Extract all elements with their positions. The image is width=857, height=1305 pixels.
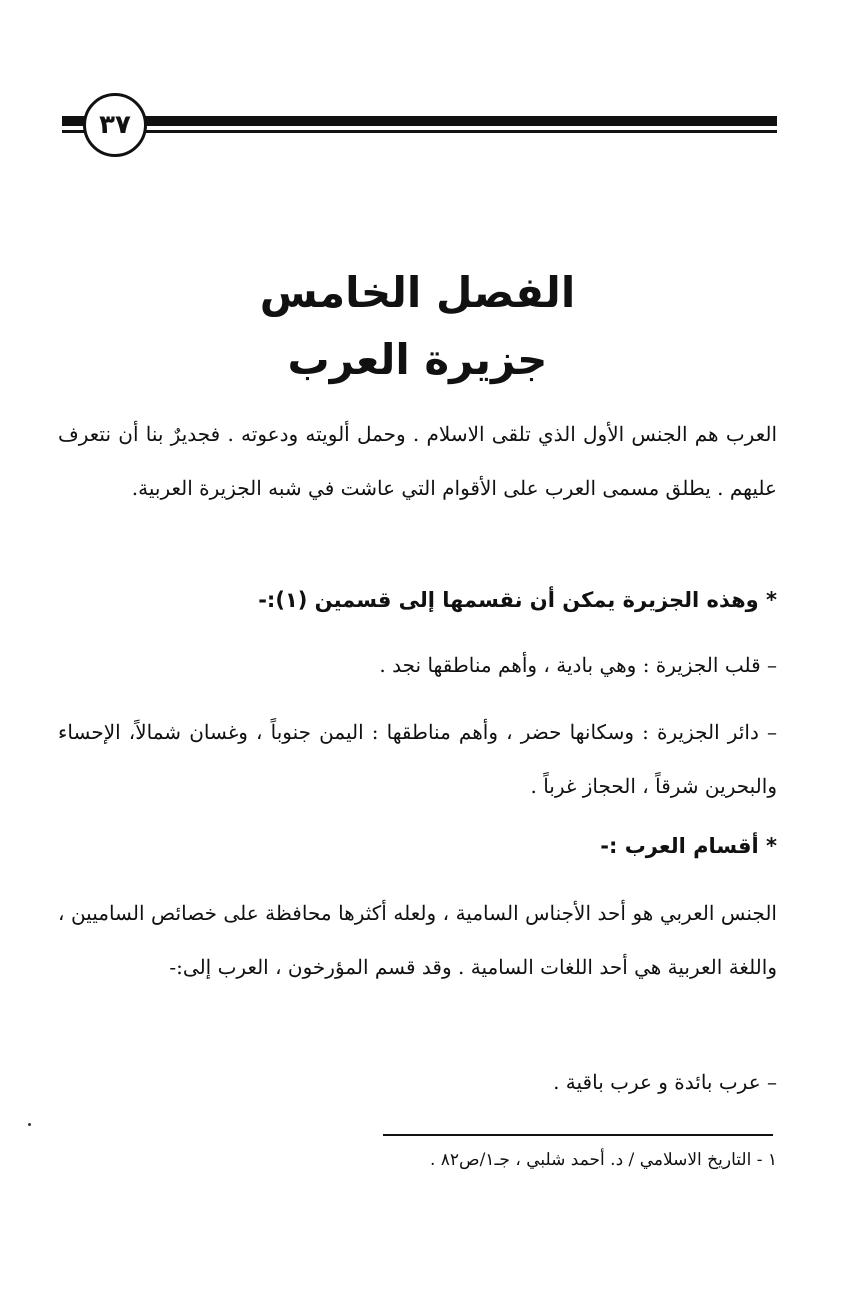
scan-speck [28,1123,31,1126]
list-item-heart: – قلب الجزيرة : وهي بادية ، وأهم مناطقها نجد . [379,653,777,677]
header-rule-thin-line [62,130,777,133]
divisions-heading: * وهذه الجزيرة يمكن أن نقسمها إلى قسمين (١):- [258,588,777,612]
header-rule-thick-line [62,116,777,126]
footnote: ١ - التاريخ الاسلامي / د. أحمد شلبي ، جـ١/ص٨٢ . [429,1150,777,1170]
list-item-periphery: – دائر الجزيرة : وسكانها حضر ، وأهم مناطقها : اليمن جنوباً ، وغسان شمالاً، الإحساء والبحرين شرقاً ، الحجاز غرباً . [58,720,777,798]
section-title: جزيرة العرب [287,335,548,384]
list-item-arab-types: – عرب بائدة و عرب باقية . [553,1070,777,1094]
footnote-separator [383,1134,773,1136]
intro-paragraph: العرب هم الجنس الأول الذي تلقى الاسلام . وحمل ألويته ودعوته . فجديرٌ بنا أن نتعرف عليهم . يطلق مسمى العرب على الأقوام التي عاشت في شبه الجزيرة العربية. [58,422,777,500]
header-rule [62,112,777,136]
chapter-title: الفصل الخامس [259,268,576,317]
arab-divisions-heading: * أقسام العرب :- [600,834,777,858]
page-number-badge: ٣٧ [83,93,147,157]
semitic-paragraph: الجنس العربي هو أحد الأجناس السامية ، ولعله أكثرها محافظة على خصائص الساميين ، واللغة العربية هي أحد اللغات السامية . وقد قسم المؤرخون ، العرب إلى:- [58,901,777,979]
